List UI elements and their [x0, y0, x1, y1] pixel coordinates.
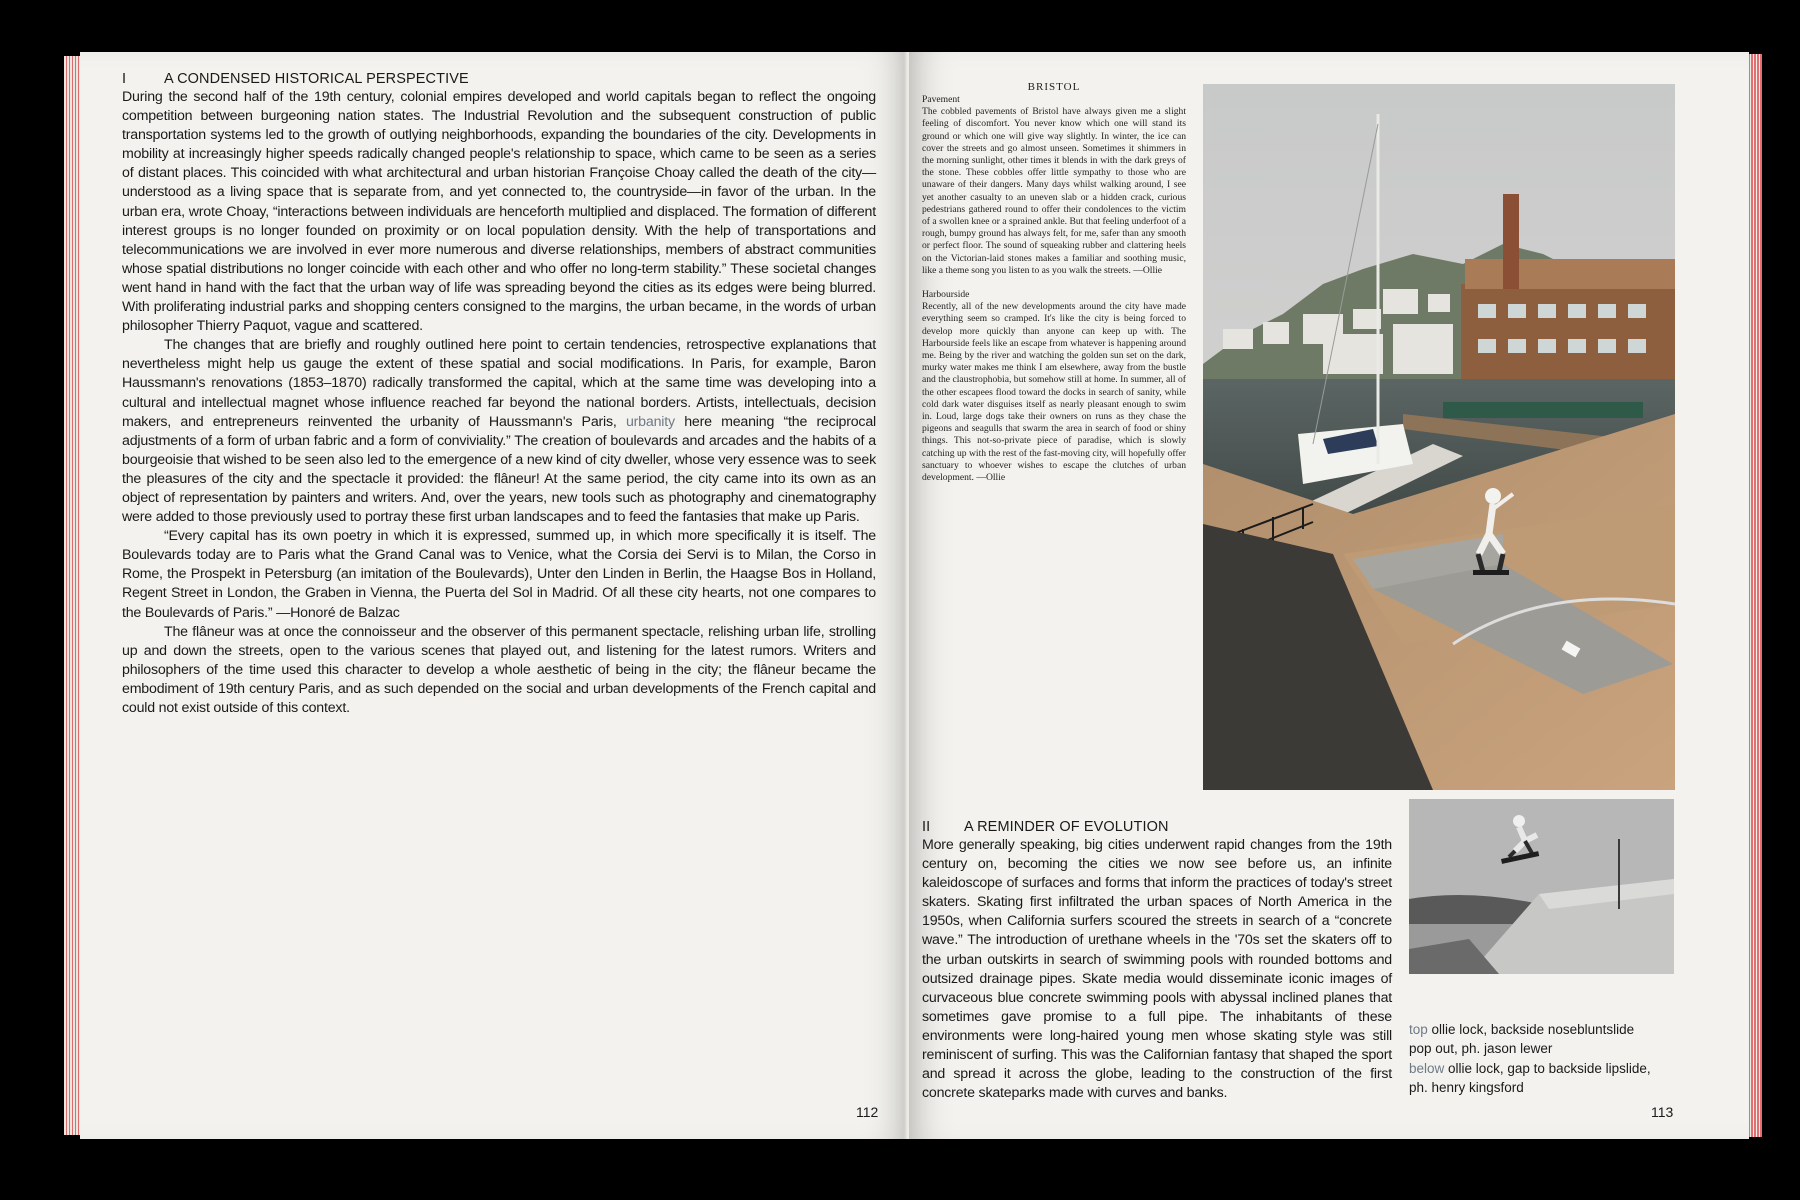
page-edges-right — [1748, 54, 1762, 1137]
pavement-column — [922, 94, 1186, 484]
caption-top-line2: pop out, ph. jason lewer — [1409, 1041, 1553, 1057]
harbourside-text: Recently, all of the new developments around the city have made everything seem so cramped. It's like the city is being forced to develop more quickly than anyone can keep up with. The Harbourside feels like an escape from whatever is happening around me. Being by the river and watching the golden sun set on the dark, murky water makes me think I am elsewhere, away from the bustle and the claustrophobia, but somehow still at home. In summer, all of the other escapees flood toward the docks in search of sanity, while cold dark water disguises itself as nearly pleasant enough to swim in. Loud, large dogs take their owners on runs as they chase the pigeons and seagulls that swarm the area in search of food or shiny things. This not-so-private piece of paradise, which is slowly catching up with the rest of the fast-moving city, will hopefully offer sanctuary to whoever wishes to escape the clutches of urban development. —Ollie — [922, 301, 1186, 484]
section-title: A REMINDER OF EVOLUTION — [964, 819, 1169, 835]
paragraph: During the second half of the 19th century, colonial empires developed and world capitals began to reflect the ongoing competition between burgeoning nation states. The Industrial Revolution and the subsequent construction of public transportation systems led to the growth of outlying neighborhoods, expanding the boundaries of the city. Developments in mobility at increasingly higher speeds radically changed people's relationship to space, which came to be seen as a series of distant places. This coincided with what architectural and urban historian Françoise Choay called the death of the city—understood as a living space that is separate from, and yet connected to, the countryside—in favor of the urban. In the urban era, wrote Choay, “interactions between individuals are henceforth multiplied and displaced. The formation of different interest groups is no longer founded on proximity or on local population density. With the help of transportations and telecommunications we are involved in ever more numerous and diverse relationships, members of abstract communities whose spatial distributions no longer coincide with each other and who offer no long-term stability.” These societal changes went hand in hand with the fact that the urban way of life was spreading beyond the cities as its edges were being blurred. With proliferating industrial parks and shopping centers consigned to the margins, the urban became, in the words of urban philosopher Thierry Paquot, vague and scattered. — [122, 89, 876, 335]
caption-below-line2: ph. henry kingsford — [1409, 1079, 1524, 1095]
paragraph: “Every capital has its own poetry in which it is expressed, summed up, in which more specifically it is itself. The Boulevards today are to Paris what the Grand Canal was to Venice, what the Corsia dei Servi is to Milan, the Corso in Rome, the Prospekt in Petersburg (an imitation of the Boulevards), Unter den Linden in Berlin, the Haagse Bos in Holland, Regent Street in London, the Graben in Vienna, the Puerta del Sol in Madrid. Of all these city hearts, not one compares to the Boulevards of Paris.” —Honoré de Balzac — [122, 528, 876, 621]
page-number-right: 113 — [1651, 1104, 1674, 1120]
left-body-text — [122, 88, 876, 718]
harbourside-title: Harbourside — [922, 289, 970, 301]
left-page — [80, 52, 908, 1139]
caption-top: top ollie lock, backside nosebluntslide — [1409, 1022, 1635, 1037]
section-number: I — [122, 71, 127, 87]
photo-captions — [1409, 1020, 1651, 1097]
paragraph: The flâneur was at once the connoisseur and the observer of this permanent spectacle, relishing urban life, strolling up and down the streets, open to the various scenes that played out, and listening for the latest rumors. Writers and philosophers of the time used this character to develop a whole aesthetic of being in the city; the flâneur became the embodiment of 19th century Paris, and as such depended on the social and urban developments of the French capital and could not exist outside of this context. — [122, 623, 876, 716]
section-heading-2 — [922, 819, 1169, 835]
section-heading-1 — [122, 71, 469, 87]
pavement-text: The cobbled pavements of Bristol have always given me a slight feeling of discomfort. You never know which one will stand its ground or which one will give way slightly. In winter, the ice can cover the streets and go almost unseen. Sometimes it shimmers in the morning sunlight, other times it blends in with the dark greys of the stone. These cobbles offer little sympathy to those who are unaware of their dangers. Many days whilst walking around, I see yet another casualty to an uneven slab or a hidden crack, curious pedestrians gathered round to offer their condolences to the victim of a swollen knee or a sprained ankle. But that feeling underfoot of a rough, bumpy ground has always felt, for me, safer than any smooth or perfect floor. The sound of squeaking rubber and clattering heels on the Victorian-laid stones makes a familiar and soothing music, like a theme song you listen to as you walk the streets. —Ollie — [922, 106, 1186, 276]
harbour-photo — [1203, 84, 1675, 790]
page-number-left: 112 — [856, 1104, 879, 1120]
paragraph: More generally speaking, big cities underwent rapid changes from the 19th century on, becoming the cities we now see before us, an infinite kaleidoscope of surfaces and forms that inform the practices of today's street skaters. Skating first infiltrated the urban spaces of North America in the 1950s, when California surfers scoured the streets in search of a “concrete wave.” The introduction of urethane wheels in the '70s set the skaters off to the urban outskirts in search of swimming pools with rounded bottoms and outsized drainage pipes. Skate media would disseminate iconic images of curvaceous blue concrete swimming pools with abyssal inclined planes that sometimes gave promise to a full pipe. The inhabitants of these environments were long-haired young men whose skating style was still reminiscent of surfing. This was the Californian fantasy that shaped the sport and spread it across the globe, leading to the construction of the first concrete skateparks made with curves and banks. — [922, 837, 1392, 1102]
caption-below: below ollie lock, gap to backside lipslide, — [1409, 1060, 1651, 1076]
skate-photo — [1409, 799, 1674, 974]
book-spread — [64, 52, 1764, 1139]
right-page — [909, 52, 1749, 1139]
harbour-photo-illustration — [1203, 84, 1675, 790]
right-body-text — [922, 836, 1392, 1103]
skate-photo-illustration — [1409, 799, 1674, 974]
highlighted-term: urbanity — [625, 413, 675, 430]
section-title: A CONDENSED HISTORICAL PERSPECTIVE — [164, 71, 469, 87]
running-head: BRISTOL — [1027, 81, 1081, 93]
section-number: II — [922, 819, 931, 835]
pavement-title: Pavement — [922, 94, 960, 105]
paragraph: The changes that are briefly and roughly outlined here point to certain tendencies, retrospective explanations that nevertheless might help us gauge the extent of these spatial and social modifications. In Paris, for example, Baron Haussmann's renovations (1853–1870) radically transformed the capital, which at the same time was developing into a cultural and intellectual magnet whose influence reached far beyond the national borders. Artists, intellectuals, decision makers, and entrepreneurs reinvented the urbanity of Haussmann's Paris, urbanity here meaning “the reciprocal adjustments of a form of urban fabric and a form of conviviality.” The creation of boulevards and arcades and the habits of a bourgeoisie that wished to be seen also led to the emergence of a new kind of city dweller, whose very essence was to seek the pleasures of the city and the spectacle it provided: the flâneur! At the same period, the city came into its own as an object of representation by painters and writers. And, over the years, new tools such as photography and cinematography were added to those previously used to portray these first urban landscapes and to feed the fantasies that make up Paris. — [122, 337, 876, 526]
